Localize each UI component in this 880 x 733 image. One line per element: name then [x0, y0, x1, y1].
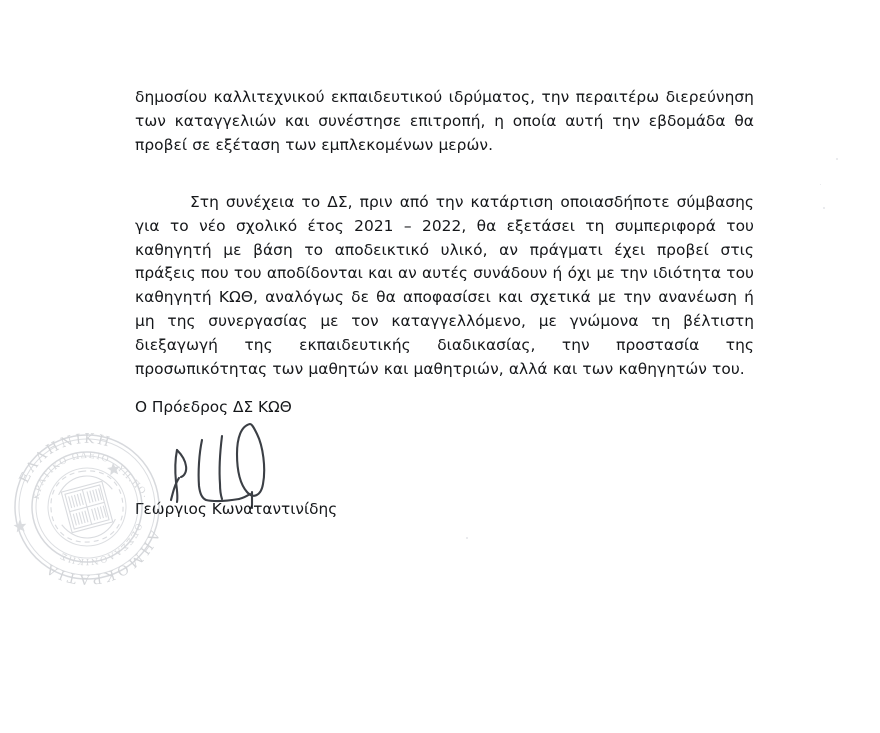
seal-star-right — [107, 462, 121, 475]
scan-speck — [820, 184, 821, 185]
seal-inner-ring-left — [27, 448, 115, 501]
seal-inner-right-text: ΘΕΣΣΑΛΟΝΙΚΗΣ — [58, 521, 144, 567]
seal-star-left — [13, 519, 27, 532]
seal-inner-left-text: ΚΡΑΤΙΚΟ ΩΔΕΙΟ — [31, 450, 112, 501]
paragraph-1: δημοσίου καλλιτεχνικού εκπαιδευτικού ιδρύματος, την περαιτέρω διερεύνηση των καταγγελιών και συνέστησε επιτροπή, η οποία αυτή την εβδομάδα θα προβεί σε εξέταση των εμπλεκομένων μερών. — [135, 88, 754, 154]
seal-outer-ring-right — [38, 526, 167, 592]
seal-emblem-coat-of-arms — [47, 467, 126, 545]
paragraph-2: Στη συνέχεια το ΔΣ, πριν από την κατάρτιση οποιασδήποτε σύμβασης για το νέο σχολικό έτος 2021 – 2022, θα εξετάσει τη συμπεριφορά του καθηγητή με βάση το αποδεικτικό υλικό, αν πράγματι έχει προβεί στις πράξεις που του αποδίδονται και αν αυτές συνάδουν ή όχι με την ιδιότητα του καθηγητή ΚΩΘ, αναλόγως δε θα αποφασίσει και σχετικά με την ανανέωση ή μη της συνεργασίας με τον καταγγελλόμενο, με γνώμονα τη βέλτιστη διεξαγωγή της εκπαιδευτικής διαδικασίας, την προστασία της προσωπικότητας των μαθητών και μαθητριών, αλλά και των καθηγητών του. — [135, 192, 754, 379]
handwritten-signature-icon — [153, 414, 283, 510]
seal-outer-right-text: ΔΗΜΟΚΡΑΤΙΑ — [41, 527, 163, 588]
seal-outer-ring-left — [12, 428, 118, 487]
document-body — [135, 86, 754, 382]
signature-title: Ο Πρόεδρος ΔΣ ΚΩΘ — [135, 398, 292, 416]
scan-speck — [836, 158, 838, 160]
seal-outer-left-text: ΕΛΛΗΝΙΚΗ — [16, 430, 114, 486]
signature-block — [135, 396, 555, 518]
seal-inner-ring-right — [55, 521, 147, 570]
scan-speck — [823, 207, 825, 209]
scan-speck — [466, 537, 468, 539]
signatory-name: Γεώργιος Κωναταντινίδης — [135, 500, 338, 518]
seal-ministry-abbrev: ΥΠ.ΠΟ. — [114, 463, 152, 501]
